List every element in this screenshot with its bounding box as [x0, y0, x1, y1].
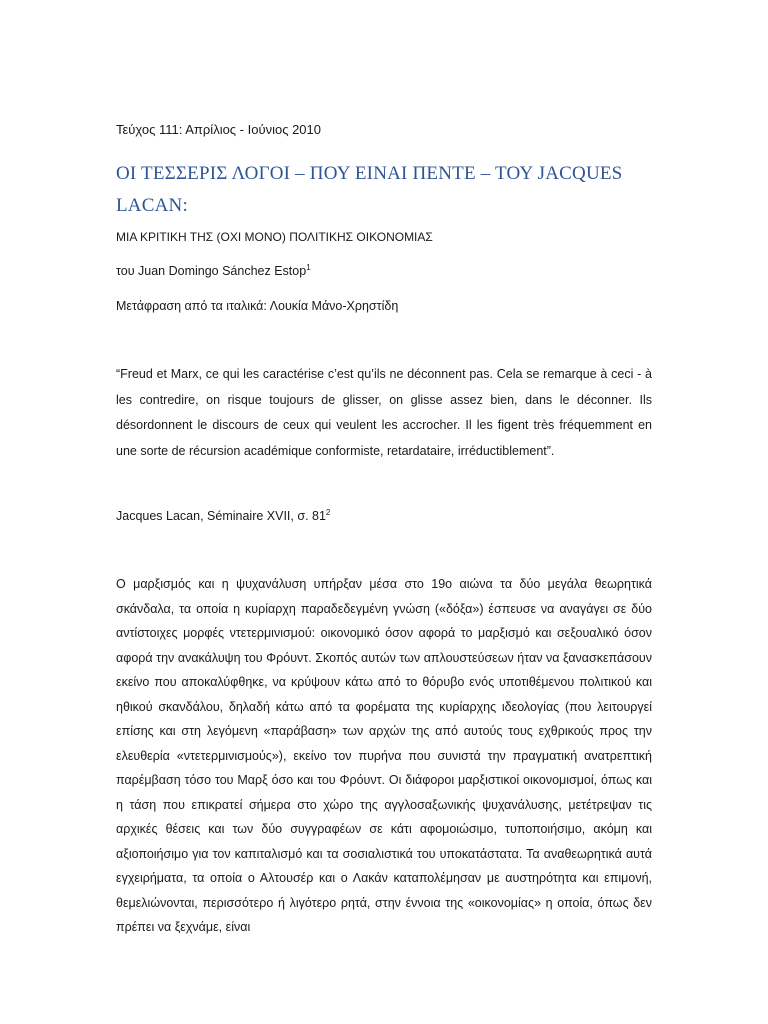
epigraph-citation — [116, 507, 330, 525]
author-name: του Juan Domingo Sánchez Estop — [116, 264, 307, 278]
citation-text: Jacques Lacan, Séminaire XVII, σ. 81 — [116, 509, 326, 523]
article-title: ΟΙ ΤΕΣΣΕΡΙΣ ΛΟΓΟΙ – ΠΟΥ ΕΙΝΑΙ ΠΕΝΤΕ – ΤΟΥ JACQUES LACAN: — [116, 163, 623, 216]
citation-footnote-marker: 2 — [325, 507, 331, 517]
article-subtitle: ΜΙΑ ΚΡΙΤΙΚΗ ΤΗΣ (ΟΧΙ ΜΟΝΟ) ΠΟΛΙΤΙΚΗΣ ΟΙΚΟΝΟΜΙΑΣ — [116, 230, 433, 244]
author-line — [116, 262, 311, 280]
issue-line: Τεύχος 111: Απρίλιος - Ιούνιος 2010 — [116, 122, 321, 137]
body-paragraph: Ο μαρξισμός και η ψυχανάλυση υπήρξαν μέσα στο 19ο αιώνα τα δύο μεγάλα θεωρητικά σκάνδαλα, τα οποία η κυρίαρχη παραδεδεγμένη γνώση («δόξα») έσπευσε να αναγάγει σε δύο αντίστοιχες μορφές ντετερμινισμού: οικονομικό όσον αφορά το μαρξισμό και σεξουαλικό όσον αφορά την ανακάλυψη του Φρόυντ. Σκοπός αυτών των απλουστεύσεων ήταν να ξανασκεπάσουν εκείνο που αποκαλύφθηκε, να κρύψουν κάτω από το θόρυβο ενός υποτιθέμενου πολιτικού και ηθικού σκανδάλου, δηλαδή κάτω από τα φορέματα της κυρίαρχης ιδεολογίας (που λειτουργεί επίσης και στη λεγόμενη «παράβαση» των αρχών της από αυτούς τους εχθρικούς προς την ελευθερία «ντετερμινισμούς»), εκείνο τον πυρήνα που συνιστά την πραγματική ανατρεπτική παρέμβαση τόσο του Μαρξ όσο και του Φρόυντ. Οι διάφοροι μαρξιστικοί οικονομισμοί, όπως και η τάση που επικρατεί σήμερα στο χώρο της αγγλοσαξωνικής ψυχανάλυσης, μετέτρεψαν τις αρχικές θέσεις και των δύο συγγραφέων σε κάτι αφομοιώσιμο, τυποποιήσιμο, ακόμη και αξιοποιήσιμο για τον καπιταλισμό και τα σοσιαλιστικά του υποκατάστατα. Τα αναθεωρητικά αυτά εγχειρήματα, τα οποία ο Αλτουσέρ και ο Λακάν καταπολέμησαν με αυστηρότητα και επιμονή, θεμελιώνονται, περισσότερο ή λιγότερο ρητά, στην έννοια της «οικονομίας» η οποία, όπως δεν πρέπει να ξεχνάμε, είναι — [116, 577, 652, 934]
epigraph-quote: “Freud et Marx, ce qui les caractérise c’est qu’ils ne déconnent pas. Cela se remarque à ceci - à les contredire, on risque toujours de glisser, on glisse assez bien, dans le déconner. Ils désordonnent le discours de ceux qui veulent les accrocher. Il les figent très fréquemment en une sorte de récursion académique conformiste, retardataire, irréductiblement”. — [116, 367, 652, 458]
translation-credit: Μετάφραση από τα ιταλικά: Λουκία Μάνο-Χρηστίδη — [116, 299, 399, 313]
author-footnote-marker: 1 — [306, 262, 311, 272]
